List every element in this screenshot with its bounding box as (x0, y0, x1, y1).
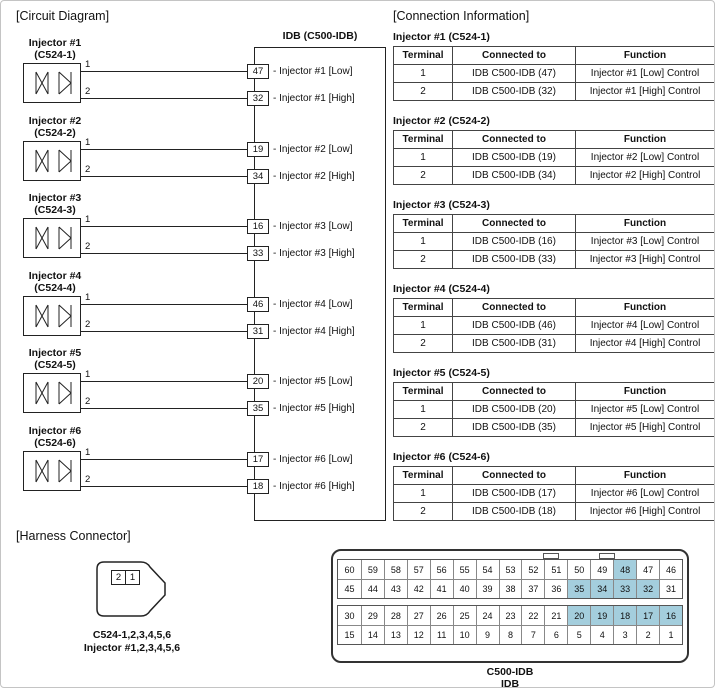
cell-connected-to: IDB C500-IDB (35) (453, 419, 576, 437)
pin-cell-33: 33 (613, 579, 636, 598)
injector-name: Injector #3 (28, 192, 82, 204)
harness-connector-name-label: Injector #1,2,3,4,5,6 (83, 642, 181, 654)
cell-connected-to: IDB C500-IDB (19) (453, 149, 576, 167)
cell-terminal: 1 (394, 149, 453, 167)
idb-pin-label: - Injector #4 [High] (273, 326, 355, 337)
cell-function: Injector #2 [High] Control (576, 167, 715, 185)
pin-cell-15: 15 (338, 625, 361, 644)
pin-cell-8: 8 (499, 625, 522, 644)
table-header-connected-to: Connected to (453, 47, 576, 65)
pin-cell-27: 27 (407, 606, 430, 625)
cell-connected-to: IDB C500-IDB (20) (453, 401, 576, 419)
cell-connected-to: IDB C500-IDB (46) (453, 317, 576, 335)
pin-cell-51: 51 (544, 560, 567, 579)
idb-pin-label: - Injector #2 [Low] (273, 144, 353, 155)
pin-cell-11: 11 (430, 625, 453, 644)
pin-cell-36: 36 (544, 579, 567, 598)
idb-pin-box-46: 46 (247, 297, 269, 312)
pin-cell-32: 32 (636, 579, 659, 598)
table-header-connected-to: Connected to (453, 299, 576, 317)
pin-cell-9: 9 (476, 625, 499, 644)
pin-cell-16: 16 (659, 606, 682, 625)
connection-table-title: Injector #3 (C524-3) (393, 199, 490, 211)
pin-cell-45: 45 (338, 579, 361, 598)
idb-pin-box-32: 32 (247, 91, 269, 106)
pin-cell-34: 34 (590, 579, 613, 598)
idb-pin-box-18: 18 (247, 479, 269, 494)
pin-cell-7: 7 (521, 625, 544, 644)
pin-cell-56: 56 (430, 560, 453, 579)
injector-connector-code: (C524-6) (34, 437, 76, 449)
harness-connector-section-title: [Harness Connector] (16, 529, 131, 543)
idb-pin-box-33: 33 (247, 246, 269, 261)
idb-pin-box-19: 19 (247, 142, 269, 157)
pin-cell-46: 46 (659, 560, 682, 579)
pin-cell-1: 1 (659, 625, 682, 644)
table-header-terminal: Terminal (394, 383, 453, 401)
table-header-connected-to: Connected to (453, 215, 576, 233)
table-header-connected-to: Connected to (453, 131, 576, 149)
injector-name: Injector #5 (28, 347, 82, 359)
idb-pin-label: - Injector #6 [Low] (273, 454, 353, 465)
pin-cell-22: 22 (521, 606, 544, 625)
pin-cell-19: 19 (590, 606, 613, 625)
cell-terminal: 1 (394, 233, 453, 251)
pin-cell-5: 5 (567, 625, 590, 644)
pin-cell-39: 39 (476, 579, 499, 598)
idb-pin-box-16: 16 (247, 219, 269, 234)
pin-cell-42: 42 (407, 579, 430, 598)
pin-cell-60: 60 (344, 564, 355, 575)
injector-connector-code: (C524-4) (34, 282, 76, 294)
pin-cell-52: 52 (521, 560, 544, 579)
cell-connected-to: IDB C500-IDB (17) (453, 485, 576, 503)
pin-cell-12: 12 (407, 625, 430, 644)
pin-cell-58: 58 (384, 560, 407, 579)
cell-function: Injector #2 [Low] Control (576, 149, 715, 167)
cell-function: Injector #1 [High] Control (576, 83, 715, 101)
pin-cell-43: 43 (384, 579, 407, 598)
terminal-1-label: 1 (85, 369, 91, 380)
pin-cell-55: 55 (453, 560, 476, 579)
injector-connector-code: (C524-1) (34, 49, 76, 61)
idb-pin-label: - Injector #5 [High] (273, 403, 355, 414)
cell-function: Injector #4 [High] Control (576, 335, 715, 353)
cell-terminal: 1 (394, 65, 453, 83)
pin-cell-38: 38 (499, 579, 522, 598)
circuit-diagram-section-title: [Circuit Diagram] (16, 9, 110, 23)
terminal-2-label: 2 (85, 474, 91, 485)
pin-cell-44: 44 (361, 579, 384, 598)
cell-connected-to: IDB C500-IDB (32) (453, 83, 576, 101)
pin-cell-29: 29 (361, 606, 384, 625)
cell-function: Injector #1 [Low] Control (576, 65, 715, 83)
idb-connector-outline (331, 549, 689, 663)
pin-cell-20: 20 (567, 606, 590, 625)
connection-information-section-title: [Connection Information] (393, 9, 530, 23)
pin-cell-54: 54 (476, 560, 499, 579)
idb-connector-name: C500-IDB (486, 666, 534, 678)
injector-connector-code: (C524-3) (34, 204, 76, 216)
connection-table-title: Injector #2 (C524-2) (393, 115, 490, 127)
injector-name: Injector #6 (28, 425, 82, 437)
cell-connected-to: IDB C500-IDB (18) (453, 503, 576, 521)
injector-connector-code: (C524-2) (34, 127, 76, 139)
idb-pin-label: - Injector #1 [Low] (273, 66, 353, 77)
table-header-function: Function (576, 383, 715, 401)
terminal-1-label: 1 (85, 59, 91, 70)
idb-pin-label: - Injector #4 [Low] (273, 299, 353, 310)
cell-terminal: 1 (394, 317, 453, 335)
idb-pin-label: - Injector #5 [Low] (273, 376, 353, 387)
connection-table-title: Injector #6 (C524-6) (393, 451, 490, 463)
idb-pin-label: - Injector #3 [Low] (273, 221, 353, 232)
table-header-function: Function (576, 131, 715, 149)
connector-pin-block-bottom (337, 605, 683, 645)
cell-function: Injector #5 [High] Control (576, 419, 715, 437)
pin-cell-4: 4 (590, 625, 613, 644)
terminal-1-label: 1 (85, 137, 91, 148)
cell-function: Injector #3 [High] Control (576, 251, 715, 269)
cell-function: Injector #4 [Low] Control (576, 317, 715, 335)
injector-name: Injector #2 (28, 115, 82, 127)
cell-function: Injector #6 [Low] Control (576, 485, 715, 503)
idb-pin-box-31: 31 (247, 324, 269, 339)
cell-terminal: 1 (394, 485, 453, 503)
idb-connector-sub-label: IDB (500, 678, 520, 688)
cell-terminal: 2 (394, 335, 453, 353)
pin-cell-13: 13 (384, 625, 407, 644)
pin-cell-10: 10 (453, 625, 476, 644)
pin-cell-2: 2 (636, 625, 659, 644)
pin-cell-24: 24 (476, 606, 499, 625)
table-header-function: Function (576, 467, 715, 485)
table-header-function: Function (576, 299, 715, 317)
pin-cell-35: 35 (567, 579, 590, 598)
table-header-terminal: Terminal (394, 131, 453, 149)
harness-connector-code-label: C524-1,2,3,4,5,6 (92, 629, 172, 641)
pin-cell-23: 23 (499, 606, 522, 625)
cell-terminal: 2 (394, 419, 453, 437)
harness-pin-2: 2 (115, 572, 122, 583)
connection-table-title: Injector #4 (C524-4) (393, 283, 490, 295)
cell-connected-to: IDB C500-IDB (34) (453, 167, 576, 185)
cell-terminal: 2 (394, 167, 453, 185)
terminal-2-label: 2 (85, 86, 91, 97)
pin-cell-26: 26 (430, 606, 453, 625)
idb-pin-label: - Injector #1 [High] (273, 93, 355, 104)
idb-box-title: IDB (C500-IDB) (282, 30, 358, 42)
pin-cell-37: 37 (521, 579, 544, 598)
pin-cell-41: 41 (430, 579, 453, 598)
table-header-function: Function (576, 47, 715, 65)
connection-table-title: Injector #5 (C524-5) (393, 367, 490, 379)
table-header-function: Function (576, 215, 715, 233)
terminal-1-label: 1 (85, 292, 91, 303)
cell-function: Injector #5 [Low] Control (576, 401, 715, 419)
pin-cell-18: 18 (613, 606, 636, 625)
idb-pin-label: - Injector #3 [High] (273, 248, 355, 259)
connector-pin-block-top (337, 559, 683, 599)
cell-connected-to: IDB C500-IDB (33) (453, 251, 576, 269)
cell-terminal: 2 (394, 251, 453, 269)
cell-connected-to: IDB C500-IDB (31) (453, 335, 576, 353)
pin-cell-49: 49 (590, 560, 613, 579)
pin-cell-21: 21 (544, 606, 567, 625)
pin-cell-50: 50 (567, 560, 590, 579)
pin-cell-17: 17 (636, 606, 659, 625)
cell-function: Injector #6 [High] Control (576, 503, 715, 521)
terminal-2-label: 2 (85, 319, 91, 330)
terminal-1-label: 1 (85, 447, 91, 458)
pin-cell-57: 57 (407, 560, 430, 579)
pin-cell-14: 14 (361, 625, 384, 644)
pin-cell-59: 59 (361, 560, 384, 579)
idb-pin-label: - Injector #2 [High] (273, 171, 355, 182)
injector-name: Injector #4 (28, 270, 82, 282)
terminal-1-label: 1 (85, 214, 91, 225)
idb-connector-area (1, 1, 715, 688)
table-header-terminal: Terminal (394, 467, 453, 485)
pin-cell-30: 30 (344, 610, 355, 621)
table-header-terminal: Terminal (394, 215, 453, 233)
idb-pin-box-20: 20 (247, 374, 269, 389)
table-header-connected-to: Connected to (453, 383, 576, 401)
pin-cell-28: 28 (384, 606, 407, 625)
connection-table-title: Injector #1 (C524-1) (393, 31, 490, 43)
pin-cell-6: 6 (544, 625, 567, 644)
cell-terminal: 2 (394, 503, 453, 521)
pin-cell-3: 3 (613, 625, 636, 644)
table-header-terminal: Terminal (394, 47, 453, 65)
idb-pin-box-17: 17 (247, 452, 269, 467)
cell-terminal: 1 (394, 401, 453, 419)
terminal-2-label: 2 (85, 164, 91, 175)
table-header-terminal: Terminal (394, 299, 453, 317)
cell-connected-to: IDB C500-IDB (16) (453, 233, 576, 251)
table-header-connected-to: Connected to (453, 467, 576, 485)
pin-cell-40: 40 (453, 579, 476, 598)
cell-function: Injector #3 [Low] Control (576, 233, 715, 251)
pin-cell-48: 48 (613, 560, 636, 579)
cell-terminal: 2 (394, 83, 453, 101)
harness-pin-1: 1 (129, 572, 136, 583)
pin-cell-53: 53 (499, 560, 522, 579)
injector-name: Injector #1 (28, 37, 82, 49)
pin-cell-47: 47 (636, 560, 659, 579)
cell-connected-to: IDB C500-IDB (47) (453, 65, 576, 83)
pin-cell-25: 25 (453, 606, 476, 625)
pin-cell-31: 31 (659, 579, 682, 598)
idb-pin-box-47: 47 (247, 64, 269, 79)
injector-connector-code: (C524-5) (34, 359, 76, 371)
terminal-2-label: 2 (85, 241, 91, 252)
terminal-2-label: 2 (85, 396, 91, 407)
idb-pin-box-34: 34 (247, 169, 269, 184)
idb-pin-box-35: 35 (247, 401, 269, 416)
idb-pin-label: - Injector #6 [High] (273, 481, 355, 492)
